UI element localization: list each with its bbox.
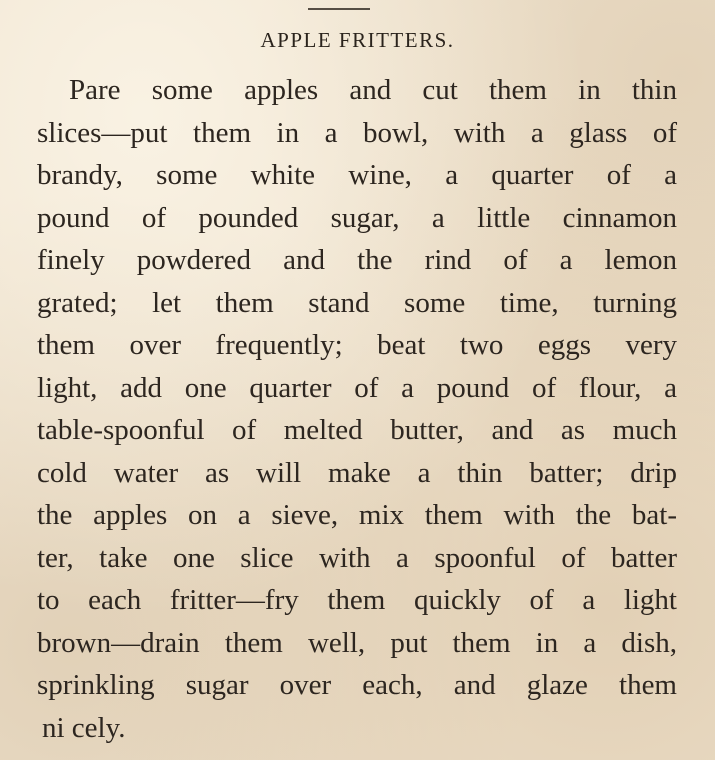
text-line: the apples on a sieve, mix them with the bat-: [37, 499, 677, 531]
text-line: table-spoonful of melted butter, and as much: [37, 414, 677, 446]
text-line: ni cely.: [42, 711, 126, 744]
recipe-title: APPLE FRITTERS.: [260, 28, 455, 52]
text-line: brown—drain them well, put them in a dish,: [37, 626, 677, 659]
text-line: brandy, some white wine, a quarter of a: [37, 159, 677, 191]
text-line: ter, take one slice with a spoonful of batter: [37, 541, 677, 574]
text-line: light, add one quarter of a pound of flour, a: [37, 371, 677, 404]
text-line: to each fritter—fry them quickly of a light: [37, 584, 677, 616]
text-line: grated; let them stand some time, turning: [37, 286, 677, 319]
recipe-body: [37, 72, 677, 752]
header-rule: [308, 8, 370, 10]
text-line: sprinkling sugar over each, and glaze them: [37, 669, 677, 701]
text-line: them over frequently; beat two eggs very: [37, 329, 677, 361]
text-line: pound of pounded sugar, a little cinnamon: [37, 201, 677, 234]
text-line: slices—put them in a bowl, with a glass of: [37, 116, 677, 149]
text-line: finely powdered and the rind of a lemon: [37, 244, 677, 276]
text-line: cold water as will make a thin batter; drip: [37, 456, 677, 489]
text-line: Pare some apples and cut them in thin: [69, 74, 677, 106]
